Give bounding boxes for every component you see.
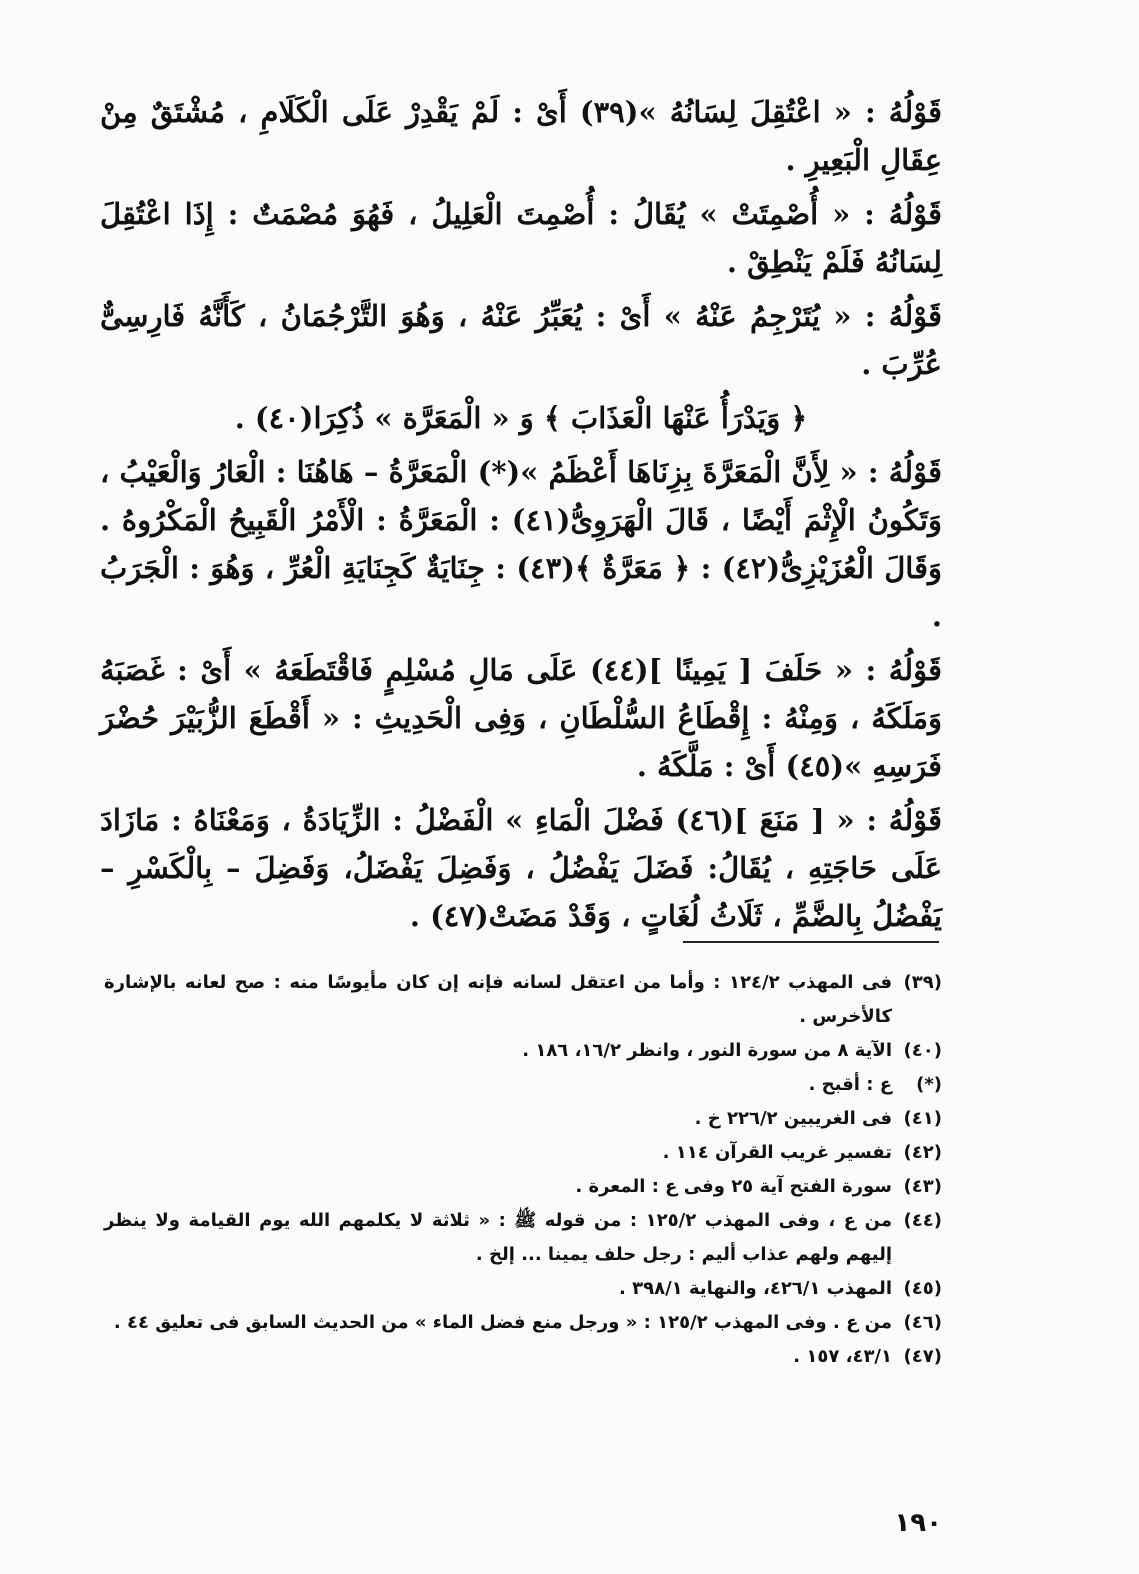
quran-verse: ﴿ وَيَدْرَأُ عَنْهَا الْعَذَابَ ﴾ وَ « الْمَعَرَّة » ذُكِرَا(٤٠) . [234,401,808,435]
footnote-text: المهذب ٤٢٦/١، والنهاية ٣٩٨/١ . [619,1278,892,1299]
footnote [104,1170,942,1204]
footnote-text: الآية ٨ من سورة النور ، وانظر ١٦/٢، ١٨٦ . [522,1040,892,1061]
footnote-text: تفسير غريب القرآن ١١٤ . [662,1142,892,1163]
main-text [100,88,942,946]
footnote-number: (٤٣) [903,1176,942,1197]
footnote-text: من ع . وفى المهذب ١٢٥/٢ : « ورجل منع فضل الماء » من الحديث السابق فى تعليق ٤٤ . [113,1312,892,1333]
footnote-text: فى الغريبين ٢٢٦/٢ خ . [694,1108,892,1129]
footnote [104,1204,942,1272]
paragraph: قَوْلُهُ : « [ مَنَعَ ](٤٦) فَضْلَ الْمَاءِ » الْفَضْلُ : الزِّيَادَةُ ، وَمَعْنَاهُ : مَازَادَ عَلَى حَاجَتِهِ ، يُقَالُ: فَضَلَ يَفْضُلُ ، وَفَضِلَ يَفْضَلُ، وَفَضِلَ – بِالْكَسْرِ – يَفْضُلُ بِالضَّمِّ ، ثَلَاثُ لُغَاتٍ ، وَقَدْ مَضَتْ(٤٧) . [100,803,943,933]
footnote [104,1306,942,1340]
footnote-divider [683,941,939,943]
footnote-number: (٣٩) [903,972,942,993]
footnotes [104,966,942,1374]
page-number: ١٩٠ [894,1508,942,1538]
footnote-number: (٤٧) [903,1346,942,1367]
footnote-number: (٤١) [903,1108,942,1129]
footnote-number: (٤٢) [903,1142,942,1163]
footnote [104,1068,942,1102]
footnote-text: ع : أقبح . [808,1074,892,1095]
footnote-number: (٤٥) [903,1278,942,1299]
footnote-text: ٤٣/١، ١٥٧ . [793,1346,892,1367]
footnote-text: من ع ، وفى المهذب ١٢٥/٢ : من قوله ﷺ : « ثلاثة لا يكلمهم الله يوم القيامة ولا ينظر إليهم ولهم عذاب أليم : رجل حلف يمينا ... إلخ . [104,1210,892,1265]
footnote-number: (٤٤) [903,1210,942,1231]
footnote [104,1136,942,1170]
footnote [104,1272,942,1306]
footnote [104,1034,942,1068]
footnote [104,966,942,1034]
footnote-number: (*) [916,1074,942,1095]
footnote [104,1102,942,1136]
paragraph: قَوْلُهُ : « أُصْمِتَتْ » يُقَالُ : أُصْمِتَ الْعَلِيلُ ، فَهُوَ مُصْمَتٌ : إِذَا اعْتُقِلَ لِسَانُهُ فَلَمْ يَنْطِقْ . [100,197,942,279]
footnote-number: (٤٠) [903,1040,942,1061]
paragraph: قَوْلُهُ : « لِأَنَّ الْمَعَرَّةَ بِزِنَاهَا أَعْظَمُ »(*) الْمَعَرَّةُ – هَاهُنَا : الْعَارُ وَالْعَيْبُ ، وَتَكُونُ الْإِثْمَ أَيْضًا ، قَالَ الْهَرَوِىُّ(٤١) : الْمَعَرَّةُ : الْأَمْرُ الْقَبِيحُ الْمَكْرُوهُ . وَقَالَ الْعُزَيْزِىُّ(٤٢) : ﴿ مَعَرَّةٌ ﴾(٤٣) : جِنَايَةٌ كَجِنَايَةِ الْعُرِّ ، وَهُوَ : الْجَرَبُ . [100,455,942,633]
footnote-text: فى المهذب ١٢٤/٢ : وأما من اعتقل لسانه فإنه إن كان مأيوسًا منه : صح لعانه بالإشارة كالأخرس . [104,972,892,1027]
paragraph: قَوْلُهُ : « اعْتُقِلَ لِسَانُهُ »(٣٩) أَىْ : لَمْ يَقْدِرْ عَلَى الْكَلَامِ ، مُشْتَقٌ مِنْ عِقَالِ الْبَعِيرِ . [100,95,942,177]
footnote [104,1340,942,1374]
paragraph: قَوْلُهُ : « يُتَرْجِمُ عَنْهُ » أَىْ : يُعَبِّرُ عَنْهُ ، وَهُوَ التَّرْجُمَانُ ، كَأَنَّهُ فَارِسِىٌّ عُرِّبَ . [100,299,942,381]
footnote-number: (٤٦) [903,1312,942,1333]
footnote-text: سورة الفتح آية ٢٥ وفى ع : المعرة . [575,1176,892,1197]
paragraph: قَوْلُهُ : « حَلَفَ [ يَمِينًا ](٤٤) عَلَى مَالِ مُسْلِمٍ فَاقْتَطَعَهُ » أَىْ : غَصَبَهُ وَمَلَكَهُ ، وَمِنْهُ : إِقْطَاعُ السُّلْطَانِ ، وَفِى الْحَدِيثِ : « أَقْطَعَ الزُّبَيْرَ حُضْرَ فَرَسِهِ »(٤٥) أَىْ : مَلَّكَهُ . [100,653,942,783]
